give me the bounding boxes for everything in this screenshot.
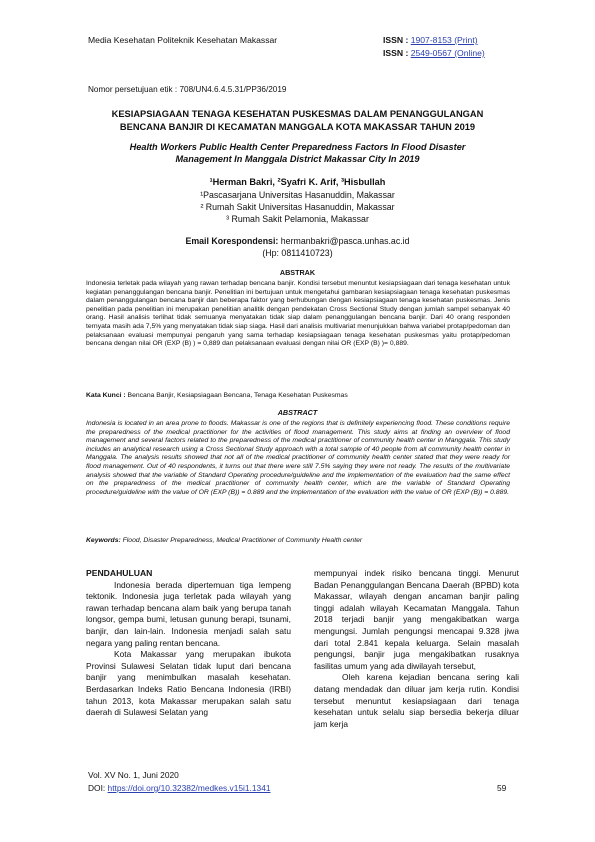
affiliation-2: ² Rumah Sakit Universitas Hasanuddin, Makassar [200, 202, 395, 212]
right-column [314, 568, 519, 730]
title-line-2: BENCANA BANJIR DI KECAMATAN MANGGALA KOTA MAKASSAR TAHUN 2019 [119, 121, 476, 132]
volume-info: Vol. XV No. 1, Juni 2020 [88, 770, 179, 780]
title-line-1: KESIAPSIAGAAN TENAGA KESEHATAN PUSKESMAS DALAM PENANGGULANGAN [111, 109, 484, 119]
keywords-label: Keywords: [86, 537, 121, 544]
english-title [70, 142, 525, 165]
page-number: 59 [497, 783, 507, 793]
email-line [70, 236, 525, 246]
kata-kunci-text: Bencana Banjir, Kesiapsiagaan Bencana, Tenaga Kesehatan Puskesmas [127, 392, 348, 399]
abstrak-text: Indonesia terletak pada wilayah yang rawan terhadap bencana banjir. Kondisi tersebut menuntut kesiapsiagaan dari tenaga kesehatan untuk kegiatan penanggulangan bencana banjir. Penelitian ini bertujuan untuk mengetahui gambaran kesiapsiagaan tenaga kesehatan puskesmas dalam penanggulangan bencana banjir dan beberapa faktor yang berhubungan dengan kesiapsiagaan tenaga kesehatan puskesmas. Jenis penelitian pada penelitian ini merupakan penelitian analitik dengan pendekatan Cross Sectional Study dengan jumlah sampel sebanyak 40 orang. Hasil analisis terlihat tidak semuanya menyatakan tidak siap dalam penanggulangan bencana banjir. Dari 40 orang responden ternyata masih ada 7,5% yang menyatakan tidak siap siaga. Hasil dari analisis multivariat menunjukkan bahwa variabel protap/pedoman dan pelaksanaan evaluasi mempunyai pengaruh yang sama terhadap kesiapsiagaan tenaga kesehatan puskesmas yaitu protap/pedoman bencana dengan nilai OR (EXP (B) ) = 0,889 dan pelaksanaan evaluasi dengan nilai OR (EXP (B) )= 0,889. [86, 280, 510, 348]
ethics-approval: Nomor persetujuan etik : 708/UN4.6.4.5.31/PP36/2019 [88, 85, 287, 94]
issn-print-line [383, 35, 478, 45]
affiliation-1: ¹Pascasarjana Universitas Hasanuddin, Makassar [200, 190, 395, 200]
intro-paragraph-2: Kota Makassar yang merupakan ibukota Provinsi Sulawesi Selatan tidak luput dari bencana banjir yang menimbulkan masalah kesehatan. Berdasarkan Indeks Ratio Bencana Indonesia (IRBI) tahun 2013, kota Makassar merupakan salah satu daerah di Sulawesi Selatan yang [86, 649, 291, 718]
left-column [86, 568, 291, 719]
issn-print-link[interactable]: 1907-8153 (Print) [410, 35, 478, 45]
en-title-line-1: Health Workers Public Health Center Preparedness Factors In Flood Disaster [129, 142, 466, 152]
issn-label-2: ISSN : [383, 48, 409, 58]
issn-online-line [383, 48, 485, 58]
issn-online-link[interactable]: 2549-0567 (Online) [410, 48, 485, 58]
phone: (Hp: 0811410723) [262, 248, 333, 258]
right-paragraph-2: Oleh karena kejadian bencana sering kali datang mendadak dan diluar jam kerja rutin. Kondisi tersebut menuntut kesiapsiagaan dari tenaga kesehatan untuk selalu siap bersedia bekerja diluar jam kerja [314, 672, 519, 729]
email-address[interactable]: hermanbakri@pasca.unhas.ac.id [280, 236, 410, 246]
keywords [86, 537, 510, 544]
journal-name: Media Kesehatan Politeknik Kesehatan Makassar [88, 35, 278, 45]
email-label: Email Korespondensi: [185, 236, 279, 246]
kata-kunci-label: Kata Kunci : [86, 392, 126, 399]
issn-label: ISSN : [383, 35, 409, 45]
doi-link[interactable]: https://doi.org/10.32382/medkes.v15i1.1341 [107, 783, 271, 793]
intro-paragraph-1: Indonesia berada dipertemuan tiga lempeng tektonik. Indonesia juga terletak pada wilayah yang rawan terhadap bencana alam baik yang berupa tanah longsor, gempa bumi, letusan gunung berapi, tsunami, banjir, dan lain-lain. Indonesia menjadi salah satu negara yang paling rentan bencana. [86, 579, 291, 648]
paper-title [70, 108, 525, 133]
abstrak-heading: ABSTRAK [279, 268, 316, 277]
keywords-text: Flood, Disaster Preparedness, Medical Practitioner of Community Health center [122, 537, 363, 544]
en-title-line-2: Management In Manggala District Makassar City In 2019 [175, 153, 420, 164]
section-heading: PENDAHULUAN [86, 568, 153, 578]
affiliation-3: ³ Rumah Sakit Pelamonia, Makassar [226, 214, 369, 224]
doi-label: DOI: [88, 783, 106, 793]
doi-line [88, 783, 271, 793]
right-paragraph-1: mempunyai indek risiko bencana tinggi. Menurut Badan Penanggulangan Bencana Daerah (BPBD) kota Makassar, wilayah dengan ancaman banjir paling tinggi adalah wilayah Kecamatan Manggala. Tahun 2018 terjadi banjir yang mengakibatkan warga mengungsi. Jumlah pengungsi mencapai 9.328 jiwa dari total 2.841 kepala keluarga. Selain masalah pengungsi, banjir juga mengakibatkan rusaknya fasilitas umum yang ada diwilayah tersebut, [314, 568, 519, 671]
abstract-text: Indonesia is located in an area prone to floods. Makassar is one of the regions that is definitely experiencing flood. These conditions require the preparedness of the medical practitioner for the activities of flood management. This study aims at finding an overview of flood management and several factors related to the preparedness of the medical practitioner of community health center in Manggala. This study includes an analytical research using a Cross Sectional Study approach with a total sample of 40 people from all community health center in Manggala. The analysis results showed that not all of the medical practitioner of community health center stated that they were ready for flood management. Out of 40 respondents, it turns out that there were still 7.5% saying they were not ready. The results of the multivariate analysis showed that the variable of Standard Operating procedure/guideline and the implementation of the evaluation had the same effect on the preparedness of the medical practitioner of community health center, which are the variable of Standard Operating procedure/guideline with the value of OR (EXP (B)) = 0.889 and the implementation of the evaluation with the value of OR (EXP (B)) = 0.889. [86, 420, 510, 496]
kata-kunci [86, 392, 510, 399]
authors: ¹Herman Bakri, ²Syafri K. Arif, ³Hisbullah [209, 177, 386, 187]
abstract-heading: ABSTRACT [277, 408, 318, 417]
